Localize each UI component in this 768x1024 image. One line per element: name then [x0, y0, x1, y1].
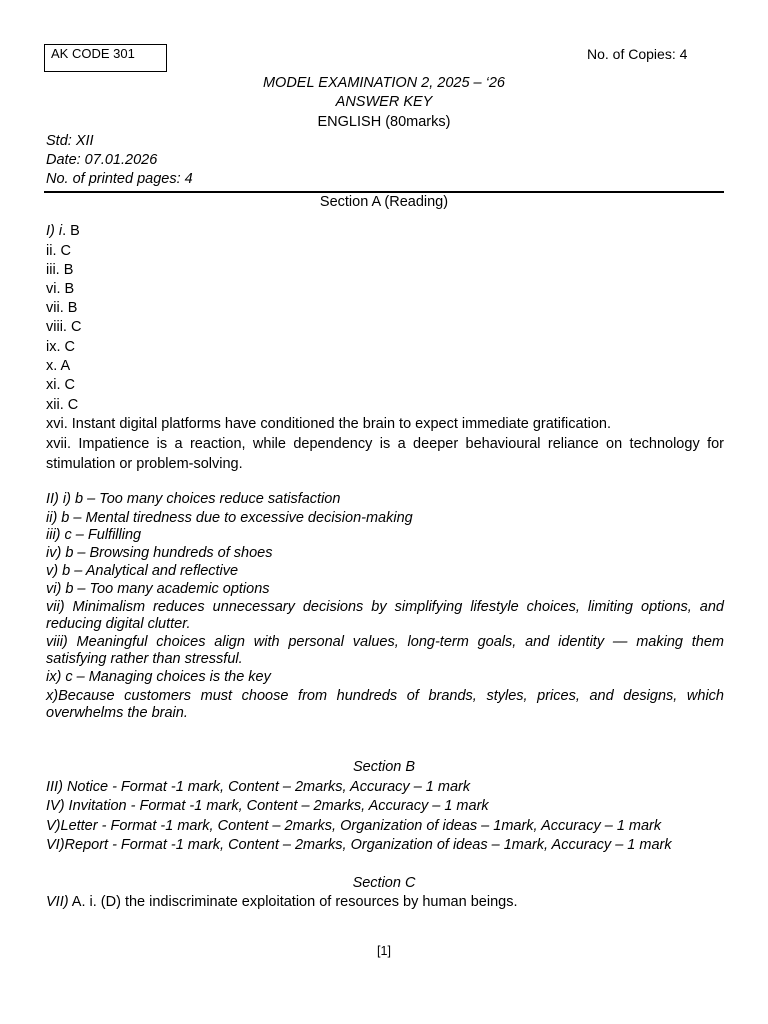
- answer-line: viii. C: [46, 319, 82, 335]
- answer-xvii: xvii. Impatience is a reaction, while dependency is a deeper behavioural reliance on technology for stimulation or problem-solving.: [46, 436, 724, 472]
- q2-line: ii) b – Mental tiredness due to excessive decision-making: [46, 510, 413, 526]
- answer-line: [46, 223, 80, 239]
- answer-line: ii. C: [46, 243, 71, 259]
- q2-x: x)Because customers must choose from hundreds of brands, styles, prices, and designs, which overwhelms the brain.: [46, 688, 724, 721]
- date-line: Date: 07.01.2026: [46, 152, 158, 168]
- q2-vii: vii) Minimalism reduces unnecessary decisions by simplifying lifestyle choices, limiting options, and reducing digital clutter.: [46, 599, 724, 632]
- q2-line: v) b – Analytical and reflective: [46, 563, 239, 579]
- q2-viii: viii) Meaningful choices align with personal values, long-term goals, and identity — making them satisfying rather than stressful.: [46, 634, 724, 667]
- section-b-item: IV) Invitation - Format -1 mark, Content – 2marks, Accuracy – 1 mark: [46, 798, 489, 814]
- q1-first-numeral: i: [58, 223, 63, 239]
- q2-line: vi) b – Too many academic options: [46, 581, 270, 597]
- q2-line: II) i) b – Too many choices reduce satisfaction: [46, 491, 341, 507]
- answer-xvi: xvi. Instant digital platforms have conditioned the brain to expect immediate gratification.: [46, 416, 611, 432]
- answer-line: iii. B: [46, 262, 74, 278]
- subject-title: [0, 114, 768, 130]
- section-c-title: Section C: [352, 875, 416, 891]
- q7-answer: A. i. (D) the indiscriminate exploitation of resources by human beings.: [68, 894, 518, 910]
- pages-line: No. of printed pages: 4: [46, 171, 193, 187]
- section-b-item: III) Notice - Format -1 mark, Content – 2marks, Accuracy – 1 mark: [46, 779, 471, 795]
- page-number: [1]: [377, 944, 391, 958]
- q2-line: iii) c – Fulfilling: [46, 527, 142, 543]
- q2-line: iv) b – Browsing hundreds of shoes: [46, 545, 273, 561]
- q1-label: I): [46, 223, 59, 239]
- q7-label: VII): [46, 894, 69, 910]
- answer-line: ix. C: [46, 339, 75, 355]
- section-b-title: Section B: [352, 759, 416, 775]
- answer-line: xi. C: [46, 377, 75, 393]
- header-divider: [44, 191, 724, 193]
- answer-line: xii. C: [46, 397, 79, 413]
- answer-line: vii. B: [46, 300, 78, 316]
- section-b-item: V)Letter - Format -1 mark, Content – 2marks, Organization of ideas – 1mark, Accuracy – 1 mark: [46, 818, 662, 834]
- copies-count: No. of Copies: 4: [587, 46, 688, 62]
- section-b-item: VI)Report - Format -1 mark, Content – 2marks, Organization of ideas – 1mark, Accuracy – 1 mark: [46, 837, 672, 853]
- answer-line: vi. B: [46, 281, 75, 297]
- subject-text: ENGLISH (80marks): [317, 114, 451, 130]
- std-line: Std: XII: [46, 133, 94, 149]
- answer-line: x. A: [46, 358, 71, 374]
- exam-title: MODEL EXAMINATION 2, 2025 – ‘26: [262, 75, 506, 91]
- q2-ix: ix) c – Managing choices is the key: [46, 669, 271, 685]
- q1-first-answer: . B: [62, 223, 80, 239]
- ak-code: AK CODE 301: [51, 46, 135, 61]
- section-c-q7: [46, 894, 517, 910]
- ak-code-box: [44, 44, 167, 72]
- answer-key-title: ANSWER KEY: [335, 94, 433, 110]
- section-a-title: Section A (Reading): [319, 194, 449, 210]
